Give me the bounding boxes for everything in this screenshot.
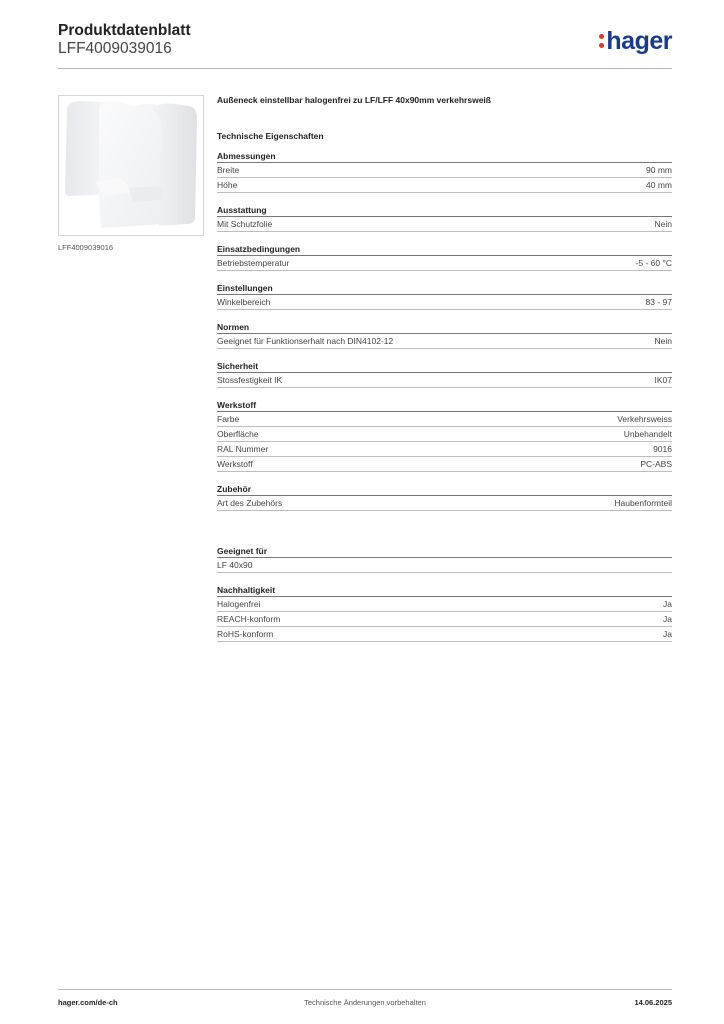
spec-group-title: Nachhaltigkeit [217,585,672,597]
spec-value: Nein [654,219,672,229]
spec-value: 40 mm [646,180,672,190]
spec-value: Nein [654,336,672,346]
spec-label: Halogenfrei [217,599,261,609]
spec-value: PC-ABS [640,459,672,469]
product-code: LFF4009039016 [58,40,172,57]
spec-value: 9016 [653,444,672,454]
spec-label: Farbe [217,414,240,424]
spec-value: Haubenformteil [614,498,672,508]
spec-row [217,217,672,232]
spec-row [217,496,672,511]
footer-divider [58,989,672,990]
spec-label: Höhe [217,180,238,190]
spec-row [217,442,672,457]
spacer [217,232,672,244]
spec-row [217,334,672,349]
spec-groups [217,151,672,511]
spec-label: Winkelbereich [217,297,271,307]
spec-row [217,163,672,178]
section-heading: Technische Eigenschaften [217,131,324,141]
page-footer [58,998,672,1010]
spec-label: RoHS-konform [217,629,274,639]
product-photo-icon [59,96,203,235]
logo-text: hager [606,27,672,55]
spec-value: Ja [663,599,672,609]
spec-value: IK07 [654,375,672,385]
spec-label: Oberfläche [217,429,259,439]
spec-label: REACH-konform [217,614,281,624]
extra-spec-groups [217,546,672,642]
spacer [217,472,672,484]
spacer [217,271,672,283]
spec-label: LF 40x90 [217,560,253,570]
spacer [217,511,672,546]
spec-group-title: Ausstattung [217,205,672,217]
spec-group-title: Einstellungen [217,283,672,295]
spec-value: Ja [663,629,672,639]
spec-label: Art des Zubehörs [217,498,283,508]
product-specifications [217,94,672,642]
spec-value: Ja [663,614,672,624]
spacer [217,573,672,585]
spec-value: Unbehandelt [623,429,672,439]
spec-group-title: Einsatzbedingungen [217,244,672,256]
spec-row [217,457,672,472]
spec-value: -5 - 60 °C [635,258,672,268]
spec-row [217,373,672,388]
product-image [58,95,204,236]
spec-row [217,178,672,193]
spec-row [217,427,672,442]
spec-group-title: Normen [217,322,672,334]
footer-note: Technische Änderungen vorbehalten [304,998,426,1007]
spec-row [217,295,672,310]
spec-row [217,412,672,427]
spec-label: Betriebstemperatur [217,258,290,268]
spec-label: RAL Nummer [217,444,269,454]
spacer [217,349,672,361]
spec-label: Mit Schutzfolie [217,219,273,229]
spacer [217,388,672,400]
spec-value: 83 - 97 [645,297,672,307]
spec-label: Breite [217,165,240,175]
spec-label: Stossfestigkeit IK [217,375,283,385]
spec-group-title: Zubehör [217,484,672,496]
spec-value: Verkehrsweiss [617,414,672,424]
spec-label: Werkstoff [217,459,253,469]
spec-group-title: Abmessungen [217,151,672,163]
spec-row [217,558,672,573]
footer-date: 14.06.2025 [634,998,672,1007]
spacer [217,310,672,322]
spec-row [217,256,672,271]
spacer [217,193,672,205]
spec-group-title: Werkstoff [217,400,672,412]
footer-url: hager.com/de-ch [58,998,118,1007]
spec-row [217,627,672,642]
spec-row [217,597,672,612]
spec-group-title: Sicherheit [217,361,672,373]
header-divider [58,68,672,69]
product-description: Außeneck einstellbar halogenfrei zu LF/LFF 40x90mm verkehrsweiß [217,95,491,105]
spec-label: Geeignet für Funktionserhalt nach DIN4102-12 [217,336,394,346]
hager-logo [599,28,672,54]
page-header [58,22,672,68]
spec-value: 90 mm [646,165,672,175]
document-title: Produktdatenblatt [58,22,191,39]
spec-row [217,612,672,627]
logo-dots-icon [599,30,605,50]
spec-group-title: Geeignet für [217,546,672,558]
image-caption: LFF4009039016 [58,243,114,252]
